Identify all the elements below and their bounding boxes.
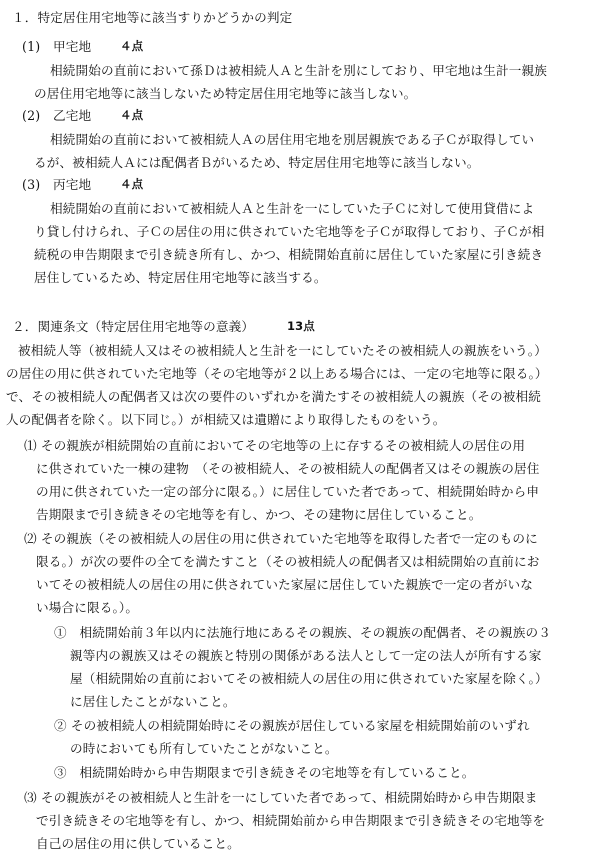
req2-line2: 限る。）が次の要件の全てを満たすこと（その被相続人の配偶者又は相続開始の直前にお	[36, 554, 540, 569]
req1-line3: の用に供されていた一定の部分に限る。）に居住していた者であって、相続開始時から申	[36, 484, 540, 499]
item1-line2: の居住用宅地等に該当しないため特定居住用宅地等に該当しない。	[34, 86, 417, 101]
item3-line2: り貸し付けられ、子Ｃの居住の用に供されていた宅地等を子Ｃが取得しており、子Ｃが相	[34, 224, 545, 239]
item1-points: ４点	[120, 39, 144, 53]
item3-label: (3) 丙宅地	[22, 177, 92, 192]
sub1-line4: に居住したことがないこと。	[70, 694, 236, 709]
req3-line1: ⑶ その親族がその被相続人と生計を一にしていた者であって、相続開始時から申告期限ま	[24, 790, 538, 805]
section2-heading: ２．関連条文（特定居住用宅地等の意義）	[12, 319, 255, 334]
req3-line2: で引き続きその宅地等を有し、かつ、相続開始前から申告期限まで引き続きその宅地等を	[36, 813, 546, 828]
sub1-line1: ① 相続開始前３年以内に法施行地にあるその親族、その親族の配偶者、その親族の３	[54, 625, 552, 640]
req1-line4: 告期限まで引き続きその宅地等を有し、かつ、その建物に居住していること。	[36, 507, 482, 522]
item2-points: ４点	[120, 108, 144, 122]
req2-line1: ⑵ その親族（その被相続人の居住の用に供されていた宅地等を取得した者で一定のものに	[24, 531, 538, 546]
req3-line3: 自己の居住の用に供していること。	[36, 836, 240, 851]
section1-heading: １．特定居住用宅地等に該当すりかどうかの判定	[12, 10, 293, 25]
req2-line3: いてその被相続人の居住の用に供されていた家屋に居住していた親族で一定の者がいな	[36, 577, 534, 592]
sub2-line2: の時においても所有していたことがないこと。	[70, 741, 338, 756]
item3-line1: 相続開始の直前において被相続人Ａと生計を一にしていた子Ｃに対して使用貸借によ	[50, 201, 535, 216]
intro-line4: 人の配偶者を除く。以下同じ。）が相続又は遺贈により取得したものをいう。	[6, 412, 446, 427]
item3-points: ４点	[120, 177, 144, 191]
item1-label: (1) 甲宅地	[22, 39, 92, 54]
intro-line3: で、その被相続人の配偶者又は次の要件のいずれかを満たすその被相続人の親族（その被相続	[6, 389, 541, 404]
item2-line2: るが、被相続人Ａには配偶者Ｂがいるため、特定居住用宅地等に該当しない。	[34, 155, 480, 170]
item2-line1: 相続開始の直前において被相続人Ａの居住用宅地を別居親族である子Ｃが取得してい	[50, 132, 535, 147]
req2-line4: い場合に限る。）。	[36, 600, 139, 615]
item2-label: (2) 乙宅地	[22, 108, 92, 123]
section2-points: 13点	[287, 319, 315, 333]
item3-line4: 居住しているため、特定居住用宅地等に該当する。	[34, 270, 327, 285]
req1-line2: に供されていた一棟の建物 （その被相続人、その被相続人の配偶者又はその親族の居住	[36, 461, 540, 476]
sub3-line1: ③ 相続開始時から申告期限まで引き続きその宅地等を有していること。	[54, 765, 475, 780]
intro-line1: 被相続人等（被相続人又はその被相続人と生計を一にしていたその被相続人の親族をいう。）	[18, 343, 547, 358]
intro-line2: の居住の用に供されていた宅地等（その宅地等が２以上ある場合には、一定の宅地等に限る。）	[6, 366, 548, 381]
item3-line3: 続税の申告期限まで引き続き所有し、かつ、相続開始直前に居住していた家屋に引き続き	[34, 247, 544, 262]
sub2-line1: ② その被相続人の相続開始時にその親族が居住している家屋を相続開始前のいずれ	[54, 718, 530, 733]
req1-line1: ⑴ その親族が相続開始の直前においてその宅地等の上に存するその被相続人の居住の用	[24, 438, 526, 453]
sub1-line2: 親等内の親族又はその親族と特別の関係がある法人として一定の法人が所有する家	[70, 648, 542, 663]
item1-line1: 相続開始の直前において孫Ｄは被相続人Ａと生計を別にしており、甲宅地は生計一親族	[50, 63, 548, 78]
sub1-line3: 屋（相続開始の直前においてその被相続人の居住の用に供されていた家屋を除く。）	[70, 671, 548, 686]
